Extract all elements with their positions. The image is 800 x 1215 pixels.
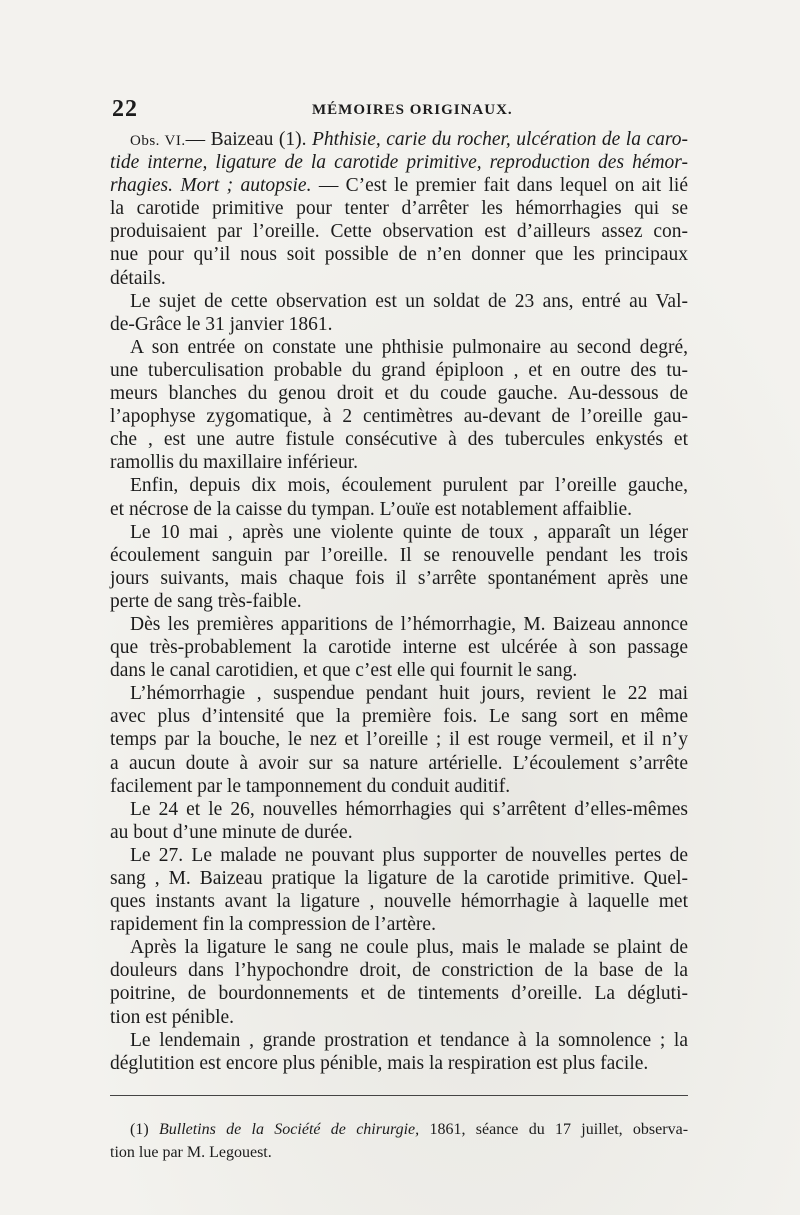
text-line: avec plus d’intensité que la première fois. Le sang sort en même [110, 706, 688, 728]
text-line: tide interne, ligature de la carotide primitive, reproduction des hémor- [110, 152, 688, 174]
footnote-line: tion lue par M. Legouest. [110, 1144, 272, 1161]
text-line: poitrine, de bourdonnements et de tintements d’oreille. La dégluti- [110, 983, 688, 1005]
text-line: Le 24 et le 26, nouvelles hémorrhagies qui s’arrêtent d’elles-mêmes [130, 798, 688, 820]
text-line: A son entrée on constate une phthisie pulmonaire au second degré, [130, 336, 688, 358]
text-line: Le 10 mai , après une violente quinte de toux , apparaît un léger [130, 521, 688, 543]
text-line: déglutition est encore plus pénible, mais la respiration est plus facile. [110, 1052, 649, 1074]
text-line: que très-probablement la carotide interne est ulcérée à son passage [110, 637, 688, 659]
text-line: Le lendemain , grande prostration et tendance à la somnolence ; la [130, 1029, 688, 1051]
text-line: rapidement fin la compression de l’artère. [110, 914, 436, 936]
text-line: douleurs dans l’hypochondre droit, de constriction de la base de la [110, 960, 688, 982]
text-line: l’apophyse zygomatique, à 2 centimètres au-devant de l’oreille gau- [110, 406, 688, 428]
text-line: Après la ligature le sang ne coule plus, mais le malade se plaint de [130, 937, 688, 959]
text-line: che , est une autre fistule consécutive à des tubercules enkystés et [110, 429, 688, 451]
text-line: au bout d’une minute de durée. [110, 821, 353, 843]
page-number: 22 [112, 96, 138, 122]
text-line: Le sujet de cette observation est un soldat de 23 ans, entré au Val- [130, 290, 688, 312]
text-line: ques instants avant la ligature , nouvelle hémorrhagie à laquelle met [110, 891, 688, 913]
body-text [110, 128, 688, 1075]
footnote [110, 1118, 688, 1164]
footnote-divider [110, 1095, 688, 1096]
text-line: meurs blanches du genou droit et du coude gauche. Au-dessous de [110, 383, 688, 405]
text-span: — C’est le premier fait dans lequel on ait lié [318, 175, 688, 197]
footnote-marker: (1) [130, 1121, 149, 1138]
text-span: — Baizeau (1). [185, 129, 307, 150]
text-line: ramollis du maxillaire inférieur. [110, 452, 359, 474]
italic-title: Phthisie, carie du rocher, ulcération de la caro- [311, 129, 688, 150]
text-line: L’hémorrhagie , suspendue pendant huit jours, revient le 22 mai [130, 683, 688, 705]
italic-title: rhagies. Mort ; autopsie. [110, 175, 312, 197]
text-line: sang , M. Baizeau pratique la ligature de la carotide primitive. Quel- [110, 868, 688, 889]
text-line: perte de sang très-faible. [110, 590, 302, 612]
text-line: et nécrose de la caisse du tympan. L’ouïe est notablement affaiblie. [110, 498, 632, 520]
footnote-line [110, 1118, 688, 1141]
running-head: MÉMOIRES ORIGINAUX. [312, 102, 513, 118]
observation-label: Obs. VI. [130, 133, 186, 149]
text-line: produisaient par l’oreille. Cette observation est d’ailleurs assez con- [110, 221, 688, 243]
text-line: a aucun doute à avoir sur sa nature artérielle. L’écoulement s’arrête [110, 752, 688, 774]
text-line [110, 174, 688, 197]
text-line: une tuberculisation probable du grand épiploon , et en outre des tu- [110, 359, 688, 381]
text-line: détails. [110, 267, 166, 289]
page-header [112, 96, 684, 124]
text-line: dans le canal carotidien, et que c’est elle qui fournit le sang. [110, 660, 578, 682]
text-line: de-Grâce le 31 janvier 1861. [110, 313, 333, 335]
text-line: jours suivants, mais chaque fois il s’arrête spontanément après une [110, 567, 688, 589]
text-line: nue pour qu’il nous soit possible de n’en donner que les principaux [110, 244, 688, 266]
text-line: facilement par le tamponnement du conduit auditif. [110, 775, 511, 797]
footnote-title: Bulletins de la Société de chirurgie, [158, 1121, 420, 1138]
text-line: la carotide primitive pour tenter d’arrêter les hémorrhagies qui se [110, 198, 688, 220]
text-line: Dès les premières apparitions de l’hémorrhagie, M. Baizeau annonce [130, 613, 688, 635]
text-line [110, 128, 688, 151]
text-line: écoulement sanguin par l’oreille. Il se renouvelle pendant les trois [110, 544, 688, 566]
text-line: tion est pénible. [110, 1006, 235, 1028]
text-line: Enfin, depuis dix mois, écoulement purulent par l’oreille gauche, [130, 475, 688, 497]
text-line: temps par la bouche, le nez et l’oreille ; il est rouge vermeil, et il n’y [110, 729, 688, 751]
text-span: 1861, séance du 17 juillet, observa- [429, 1121, 689, 1138]
text-line: Le 27. Le malade ne pouvant plus supporter de nouvelles pertes de [130, 844, 688, 866]
